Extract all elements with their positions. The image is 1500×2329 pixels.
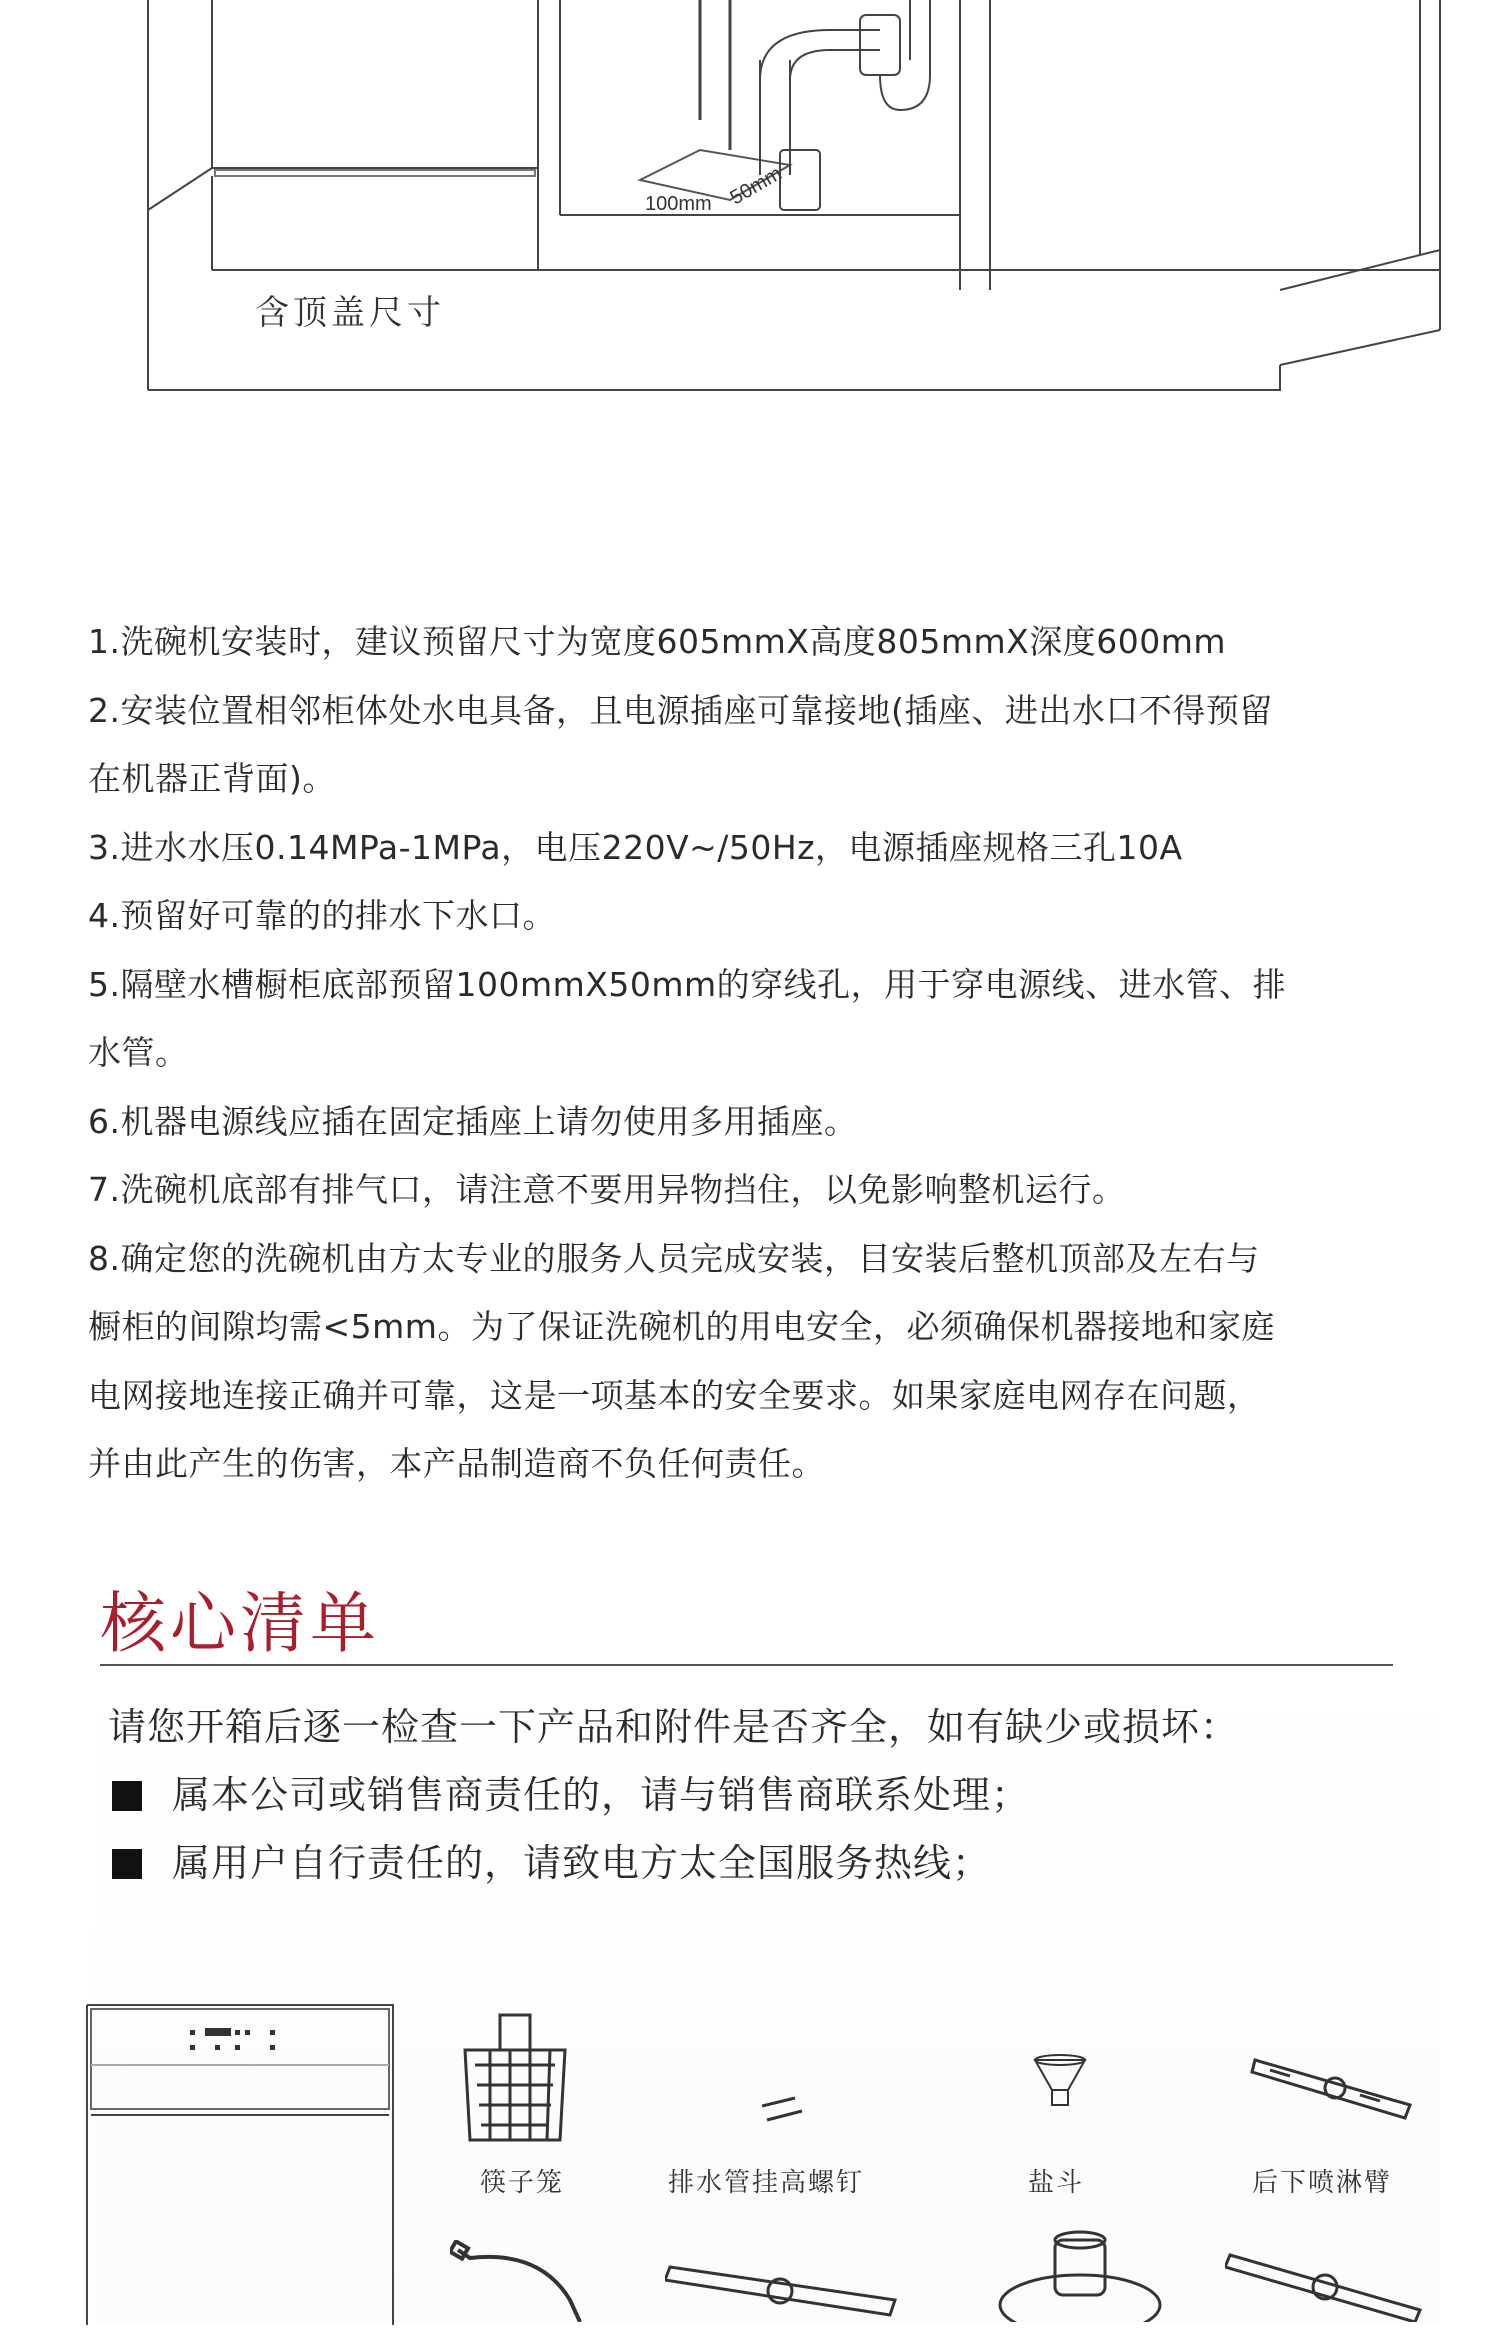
section-divider bbox=[100, 1664, 1393, 1666]
instruction-line: 1.洗碗机安装时，建议预留尺寸为宽度605mmX高度805mmX深度600mm bbox=[88, 622, 1227, 661]
salt-funnel-image bbox=[1020, 2050, 1100, 2114]
core-list-bullet bbox=[112, 1764, 1030, 1819]
accessory-label: 后下喷淋臂 bbox=[1252, 2168, 1393, 2198]
cutlery-basket-image bbox=[455, 2010, 575, 2149]
instruction-line: 7.洗碗机底部有排气口，请注意不要用异物挡住，以免影响整机运行。 bbox=[88, 1170, 1126, 1209]
filter-image bbox=[995, 2220, 1165, 2326]
instruction-line: 3.进水水压0.14MPa-1MPa，电压220V~/50Hz，电源插座规格三孔10A bbox=[88, 827, 1183, 867]
lower-spray-arm-image bbox=[1225, 2245, 1425, 2326]
dim-50mm-label: 50mm bbox=[726, 162, 786, 210]
bullet-text: 属用户自行责任的，请致电方太全国服务热线； bbox=[172, 1841, 992, 1885]
dishwasher-image bbox=[85, 1995, 395, 2329]
screws-image bbox=[757, 2096, 807, 2130]
instruction-line: 在机器正背面)。 bbox=[88, 759, 336, 798]
section-title: 核心清单 bbox=[100, 1585, 380, 1662]
instruction-line: 4.预留好可靠的的排水下水口。 bbox=[88, 896, 556, 935]
instruction-line: 并由此产生的伤害，本产品制造商不负任何责任。 bbox=[88, 1444, 825, 1483]
bullet-text: 属本公司或销售商责任的，请与销售商联系处理； bbox=[172, 1773, 1031, 1817]
accessory-label: 排水管挂高螺钉 bbox=[668, 2168, 865, 2198]
installation-instructions bbox=[88, 608, 1428, 1499]
instruction-line: 2.安装位置相邻柜体处水电具备，且电源插座可靠接地(插座、进出水口不得预留 bbox=[88, 690, 1273, 730]
core-list-intro: 请您开箱后逐一检查一下产品和附件是否齐全，如有缺少或损坏： bbox=[108, 1705, 1240, 1749]
square-bullet-icon bbox=[112, 1781, 142, 1811]
instruction-line: 电网接地连接正确并可靠，这是一项基本的安全要求。如果家庭电网存在问题， bbox=[88, 1375, 1261, 1415]
accessory-label: 筷子笼 bbox=[480, 2168, 565, 2198]
rear-spray-arm-image bbox=[1250, 2050, 1420, 2129]
instruction-line: 橱柜的间隙均需<5mm。为了保证洗碗机的用电安全，必须确保机器接地和家庭 bbox=[88, 1307, 1275, 1346]
dim-100mm-label: 100mm bbox=[645, 193, 712, 215]
core-list-bullet bbox=[112, 1832, 991, 1887]
instruction-line: 8.确定您的洗碗机由方太专业的服务人员完成安装，目安装后整机顶部及左右与 bbox=[88, 1238, 1260, 1278]
cabinet-illustration bbox=[0, 0, 1500, 420]
instruction-line: 6.机器电源线应插在固定插座上请勿使用多用插座。 bbox=[88, 1101, 858, 1141]
accessory-label: 盐斗 bbox=[1028, 2168, 1085, 2198]
inlet-hose-image bbox=[450, 2240, 590, 2326]
diagram-caption: 含顶盖尺寸 bbox=[255, 293, 445, 333]
spray-arm-image bbox=[665, 2255, 905, 2326]
square-bullet-icon bbox=[112, 1849, 142, 1879]
instruction-line: 5.隔壁水槽橱柜底部预留100mmX50mm的穿线孔，用于穿电源线、进水管、排 bbox=[88, 964, 1287, 1004]
installation-diagram bbox=[0, 0, 1500, 420]
instruction-line: 水管。 bbox=[88, 1033, 189, 1072]
